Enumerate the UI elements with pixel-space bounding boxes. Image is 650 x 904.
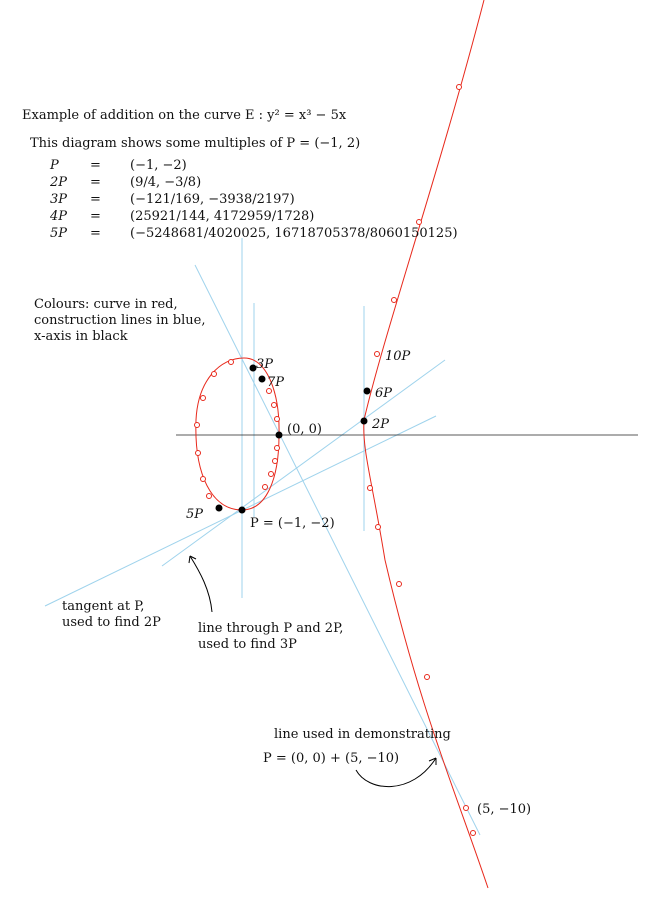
multiple-value: (−1, −2) [130,158,187,173]
colour-legend [34,297,205,345]
demonstration-line [195,265,480,835]
multiple-value: (9/4, −3/8) [130,175,202,190]
point-6p [364,388,371,395]
line-through-p-and-2p [162,360,445,566]
point-5p [216,505,223,512]
multiple-row [50,192,458,209]
equals-sign: = [90,226,101,241]
label-6p: 6P [375,386,393,401]
multiple-label: 3P [50,192,68,207]
multiple-label: P [50,158,59,173]
equals-sign: = [90,209,101,224]
annotation-tangent-line1: tangent at P, [62,599,145,614]
annotation-tangent-line2: used to find 2P [62,615,161,630]
multiple-value: (25921/144, 4172959/1728) [130,209,315,224]
multiple-row [50,226,458,243]
equals-sign: = [90,192,101,207]
multiple-row [50,158,458,175]
multiple-row [50,175,458,192]
point-2p [361,418,368,425]
equals-sign: = [90,158,101,173]
multiple-value: (−121/169, −3938/2197) [130,192,295,207]
diagram-title: Example of addition on the curve E : y² = x³ − 5x [22,108,347,123]
label-7p: 7P [267,375,285,390]
arrow-to-line-p2p [190,556,212,612]
colour-legend-line: x-axis in black [34,329,128,344]
label-origin: (0, 0) [287,422,322,437]
point-7p [259,376,266,383]
point-p [239,507,246,514]
label-10p: 10P [385,349,411,364]
point-origin [276,432,283,439]
annotation-line-p2p-line2: used to find 3P [198,637,297,652]
multiple-value: (−5248681/4020025, 16718705378/8060150125) [130,226,458,241]
diagram-subtitle: This diagram shows some multiples of P = (−1, 2) [30,136,361,151]
annotation-demo-line2: P = (0, 0) + (5, −10) [263,751,400,766]
equals-sign: = [90,175,101,190]
label-5p: 5P [186,507,204,522]
multiple-label: 4P [50,209,68,224]
multiple-label: 2P [50,175,68,190]
multiple-label: 5P [50,226,68,241]
label-p: P = (−1, −2) [250,516,335,531]
annotation-line-p2p-line1: line through P and 2P, [198,621,344,636]
label-3p: 3P [256,357,274,372]
label-5-minus10: (5, −10) [477,802,532,817]
annotation-demo-line1: line used in demonstrating [274,727,451,742]
multiple-row [50,209,458,226]
colour-legend-line: construction lines in blue, [34,313,206,328]
colour-legend-line: Colours: curve in red, [34,297,178,312]
label-2p: 2P [372,417,390,432]
labelled-points [216,365,371,514]
multiples-table [50,158,458,243]
